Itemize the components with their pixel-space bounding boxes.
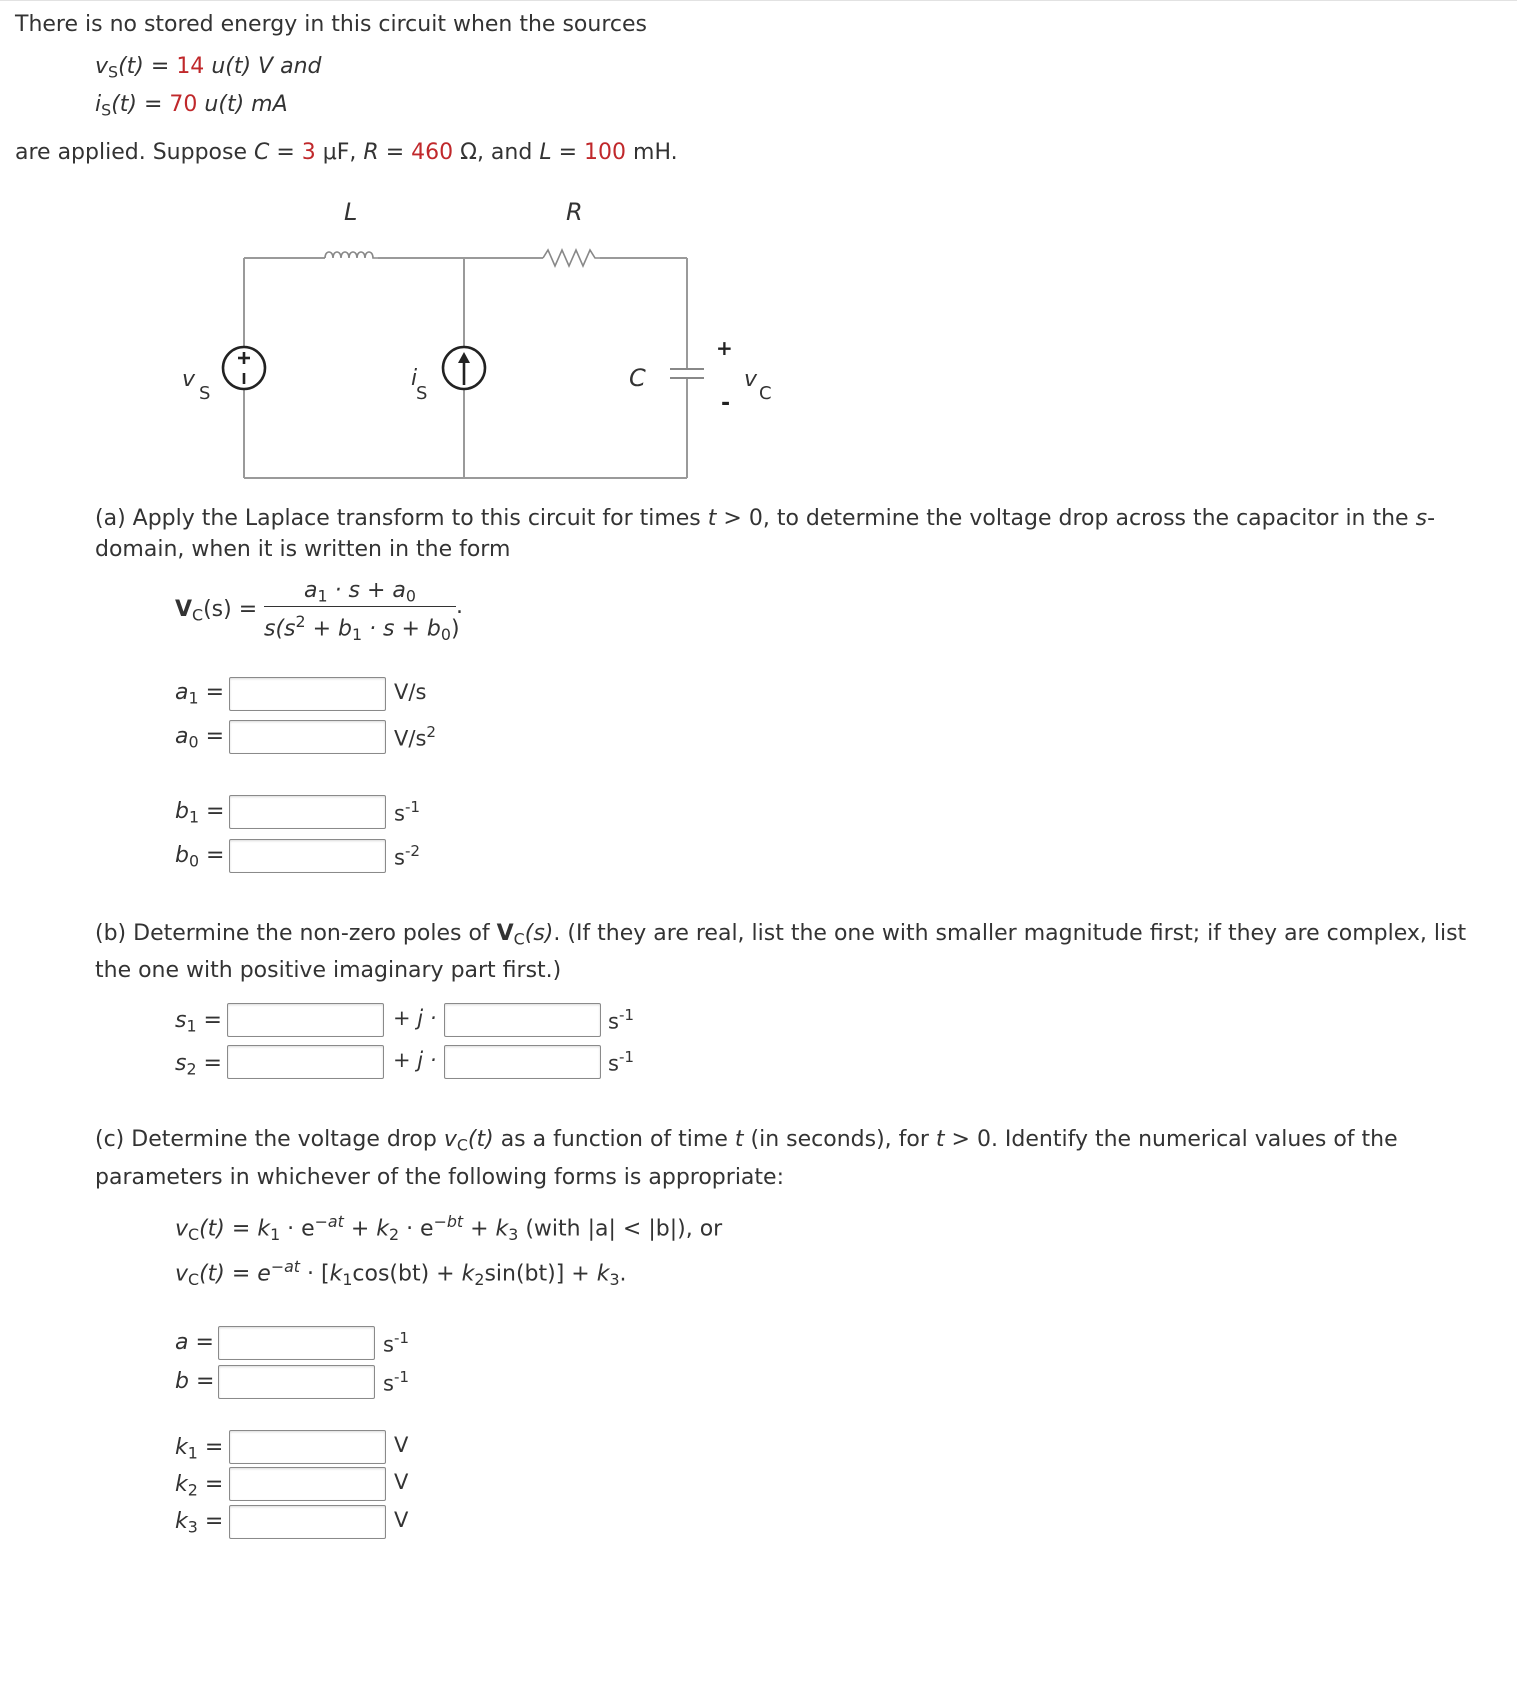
label-vc: v (744, 367, 758, 392)
voltage-source-symbol (223, 347, 265, 389)
a1-label: $a_1$ = (175, 680, 224, 708)
formula-period: . (456, 594, 463, 619)
s1-j-label: + j · (393, 1006, 437, 1030)
s2-real-input[interactable] (227, 1045, 384, 1079)
k3-input[interactable] (229, 1505, 386, 1539)
label-vc-sub: C (759, 383, 772, 404)
form2-oscillatory: $v_C(t) = e^{-at} \cdot [k_1\cos(bt) + k_2\sin(bt)] + k_3$. (175, 1257, 627, 1290)
intro-line1: There is no stored energy in this circuit when the sources (15, 12, 647, 37)
vc-formula-lhs: $V_C(s)$ = (175, 597, 258, 625)
form1-exponential: $v_C(t) = k_1 \cdot e^{-at} + k_2 \cdot e^{-bt} + k_3$ (with |a| < |b|), or (175, 1212, 723, 1245)
s1-real-input[interactable] (227, 1003, 384, 1037)
k1-label: $k_1$ = (175, 1435, 224, 1463)
a1-input[interactable] (229, 677, 386, 711)
label-C: C (629, 364, 646, 392)
k1-input[interactable] (229, 1430, 386, 1464)
fraction-bar (264, 606, 456, 607)
a1-unit: V/s (394, 680, 427, 704)
b1-label: $b_1$ = (175, 799, 225, 827)
inductor-symbol (325, 252, 378, 258)
current-source-symbol (443, 347, 485, 389)
k3-label: $k_3$ = (175, 1509, 224, 1537)
part-b-text-line1: (b) Determine the non-zero poles of $V_C(s)$. (If they are real, list the one with smaller magnitude first; if they are complex, list (95, 921, 1467, 949)
part-b-text-line2: the one with positive imaginary part first.) (95, 958, 562, 983)
b-label: b = (175, 1369, 215, 1394)
label-is: i (411, 366, 418, 391)
part-c-text-line1: (c) Determine the voltage drop $v_C(t)$ as a function of time t (in seconds), for t > 0. Identify the numerical values of the (95, 1127, 1398, 1155)
label-is-sub: S (416, 383, 428, 404)
s1-imag-input[interactable] (444, 1003, 601, 1037)
b0-input[interactable] (229, 839, 386, 873)
a-input[interactable] (218, 1326, 375, 1360)
vs-definition: $v_S(t) = 14$ u(t) V and (95, 54, 322, 82)
a-unit: $s^{-1}$ (383, 1329, 410, 1357)
label-minus: - (721, 391, 731, 416)
vc-formula-numerator: $a_1 \cdot s + a_0$ (304, 578, 416, 606)
s1-label: $s_1$ = (175, 1008, 222, 1036)
label-plus: + (716, 336, 733, 360)
k3-unit: V (394, 1508, 409, 1532)
k2-input[interactable] (229, 1467, 386, 1501)
component-values: are applied. Suppose C = 3 μF, R = 460 Ω, and L = 100 mH. (15, 140, 678, 165)
a-label: a = (175, 1330, 214, 1355)
label-L: L (344, 198, 358, 226)
b1-unit: $s^{-1}$ (394, 798, 421, 826)
a0-label: $a_0$ = (175, 724, 224, 752)
part-c-text-line2: parameters in whichever of the following forms is appropriate: (95, 1165, 784, 1190)
k1-unit: V (394, 1433, 409, 1457)
a0-input[interactable] (229, 720, 386, 754)
b0-unit: $s^{-2}$ (394, 842, 421, 870)
capacitor-symbol (670, 369, 704, 378)
b1-input[interactable] (229, 795, 386, 829)
circuit-diagram (0, 0, 900, 500)
label-vs: v (182, 367, 196, 392)
resistor-symbol (543, 250, 600, 266)
s2-j-label: + j · (393, 1048, 437, 1072)
part-a-text-line1: (a) Apply the Laplace transform to this circuit for times t > 0, to determine the voltage drop across the capacitor in the s- (95, 506, 1436, 531)
b-input[interactable] (218, 1365, 375, 1399)
s2-imag-input[interactable] (444, 1045, 601, 1079)
k2-unit: V (394, 1470, 409, 1494)
s2-label: $s_2$ = (175, 1051, 222, 1079)
label-R: R (566, 198, 583, 226)
s2-unit: $s^{-1}$ (608, 1048, 635, 1076)
is-definition: $i_S(t) = 70$ u(t) mA (95, 92, 288, 120)
b-unit: $s^{-1}$ (383, 1368, 410, 1396)
part-a-text-line2: domain, when it is written in the form (95, 537, 511, 562)
k2-label: $k_2$ = (175, 1472, 224, 1500)
a0-unit: $V/s^2$ (394, 723, 437, 751)
vc-formula-denominator: $s(s^2 + b_1 \cdot s + b_0)$ (264, 612, 460, 645)
b0-label: $b_0$ = (175, 843, 225, 871)
label-vs-sub: S (199, 383, 211, 404)
s1-unit: $s^{-1}$ (608, 1006, 635, 1034)
